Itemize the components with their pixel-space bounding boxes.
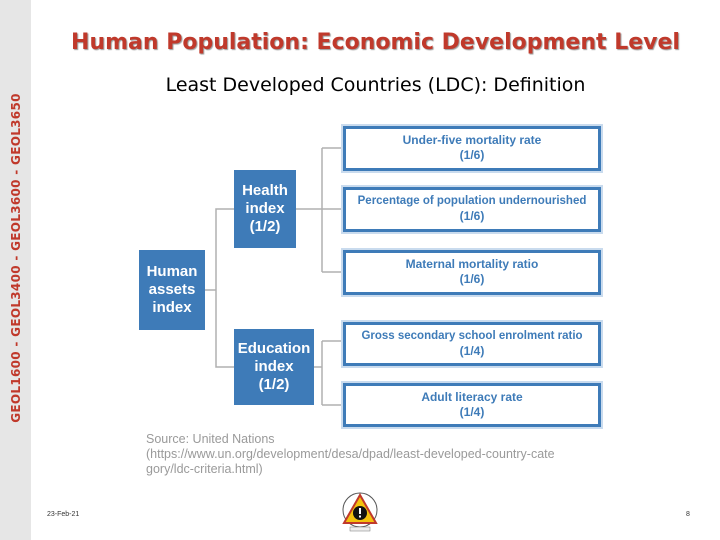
source-line-2: (https://www.un.org/development/desa/dpad/least-developed-country-cate bbox=[146, 447, 555, 461]
health-line-1: Health bbox=[242, 182, 288, 199]
human-assets-index-box bbox=[139, 250, 205, 330]
root-line-3: index bbox=[152, 299, 192, 316]
leaf-label: Under-five mortality rate bbox=[402, 133, 542, 147]
health-index-box bbox=[234, 170, 296, 248]
slide-title: Human Population: Economic Development Level bbox=[71, 30, 680, 55]
education-index-box bbox=[234, 329, 314, 405]
secondary-enrolment-box bbox=[343, 322, 601, 366]
leaf-label: Maternal mortality ratio bbox=[405, 257, 539, 271]
health-line-3: (1/2) bbox=[249, 218, 281, 235]
course-codes: GEOL1600 - GEOL3400 - GEOL3600 - GEOL3650 bbox=[9, 93, 23, 423]
leaf-weight: (1/6) bbox=[459, 209, 485, 223]
leaf-label: Gross secondary school enrolment ratio bbox=[361, 330, 583, 342]
slide-subtitle: Least Developed Countries (LDC): Definition bbox=[165, 74, 586, 96]
undernourished-box bbox=[343, 187, 601, 232]
under-five-mortality-box bbox=[343, 126, 601, 171]
adult-literacy-box bbox=[343, 383, 601, 427]
footer-date: 23-Feb-21 bbox=[47, 511, 80, 518]
connector-root-health bbox=[216, 209, 234, 290]
maternal-mortality-box bbox=[343, 250, 601, 295]
warning-logo-icon bbox=[338, 491, 382, 533]
education-line-3: (1/2) bbox=[258, 376, 290, 393]
leaf-weight: (1/6) bbox=[459, 148, 485, 162]
education-line-1: Education bbox=[237, 340, 311, 357]
education-line-2: index bbox=[254, 358, 294, 375]
leaf-label: Adult literacy rate bbox=[421, 390, 523, 404]
page-number: 8 bbox=[686, 511, 690, 518]
leaf-weight: (1/4) bbox=[459, 405, 485, 419]
leaf-weight: (1/6) bbox=[459, 272, 485, 286]
source-line-1: Source: United Nations bbox=[146, 432, 275, 446]
source-line-3: gory/ldc-criteria.html) bbox=[146, 462, 263, 476]
health-line-2: index bbox=[245, 200, 285, 217]
leaf-weight: (1/4) bbox=[459, 344, 485, 358]
source-citation bbox=[146, 432, 596, 477]
leaf-label: Percentage of population undernourished bbox=[357, 195, 587, 207]
connector-root-education bbox=[216, 290, 234, 367]
root-line-2: assets bbox=[148, 281, 196, 298]
root-line-1: Human bbox=[146, 263, 198, 280]
